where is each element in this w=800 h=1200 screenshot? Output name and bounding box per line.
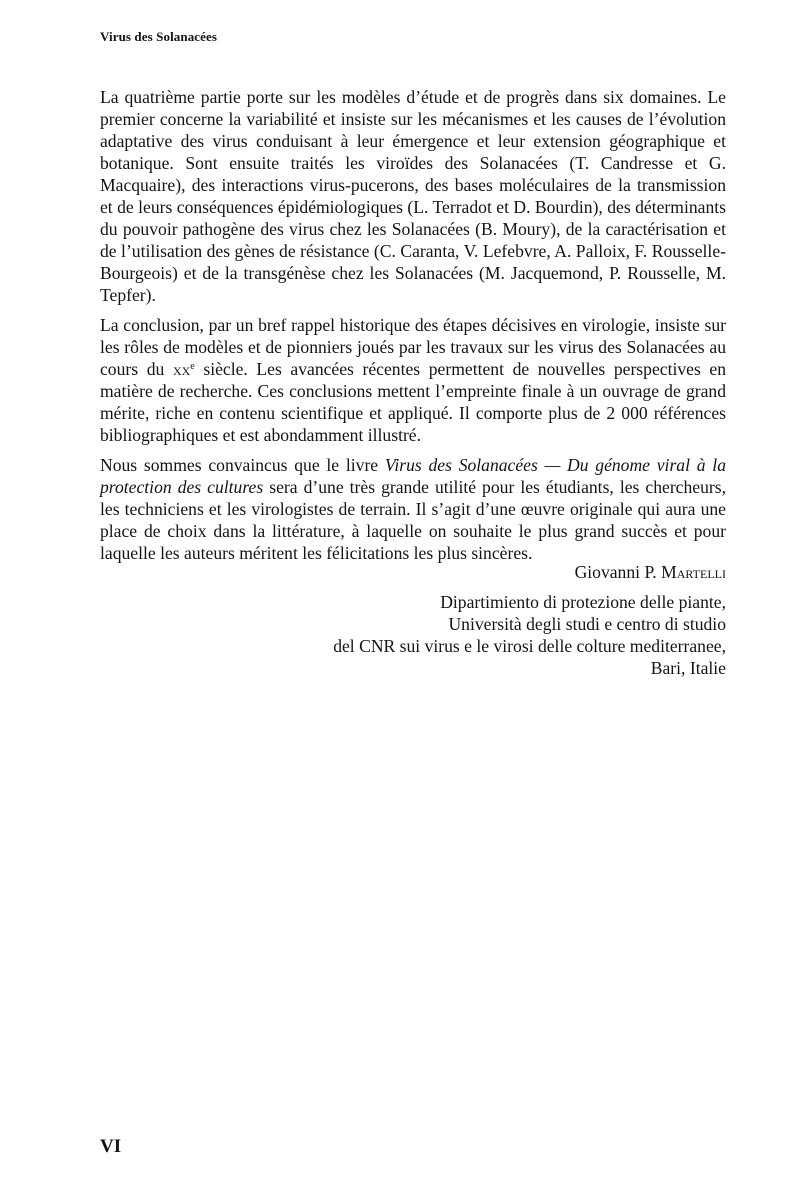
affiliation-line: Bari, Italie [650, 658, 726, 678]
author-name [333, 561, 726, 583]
paragraph-1: La quatrième partie porte sur les modèles d’étude et de progrès dans six domaines. Le premier concerne la variabilité et insiste sur les mécanismes et les causes de l’évolution adaptative des virus conduisant à leur émergence et leur extension géographique et botanique. Sont ensuite traités les viroïdes des Solanacées (T. Candresse et G. Macquaire), des interactions virus-pucerons, des bases moléculaires de la transmission et de leurs conséquences épidémiologiques (L. Terradot et D. Bourdin), des déterminants du pouvoir pathogène des virus chez les Solanacées (B. Moury), de la caractérisation et de l’utilisation des gènes de résistance (C. Caranta, V. Lefebvre, A. Palloix, F. Rousselle-Bourgeois) et de la transgénèse chez les Solanacées (M. Jacquemond, P. Rousselle, M. Tepfer). [100, 87, 726, 305]
affiliation-line: del CNR sui virus e le virosi delle colture mediterranee, [333, 636, 726, 656]
page-number: VI [100, 1136, 122, 1157]
paragraph-2 [100, 314, 726, 446]
running-head: Virus des Solanacées [100, 29, 218, 44]
century-superscript: e [190, 361, 195, 372]
paragraph-2-text-start: La conclusion, par un bref rappel historique des étapes décisives en virologie, insiste sur les rôles de modèles et de pionniers joués par les travaux sur les virus des Solanacées au cours du [100, 315, 726, 379]
author-surname: Martelli [661, 562, 726, 582]
body-text [100, 86, 726, 572]
paragraph-3-text-end: sera d’une très grande utilité pour les étudiants, les chercheurs, les techniciens et les virologistes de terrain. Il s’agit d’une œuvre originale qui aura une place de choix dans la littérature, à laquelle on souhaite le plus grand succès et pour laquelle les auteurs méritent les félicitations les plus sincères. [100, 477, 726, 563]
century-numeral: xx [172, 359, 191, 379]
paragraph-3-text-start: Nous sommes convaincus que le livre [100, 455, 385, 475]
affiliation-line: Università degli studi e centro di studio [448, 614, 726, 634]
paragraph-2-text-end: siècle. Les avancées récentes permettent de nouvelles perspectives en matière de recherche. Ces conclusions mettent l’empreinte finale à un ouvrage de grand mérite, riche en contenu scientifique et appliqué. Il comporte plus de 2 000 références bibliographiques et est abondamment illustré. [100, 359, 727, 445]
signature-block [333, 561, 726, 679]
book-title: Virus des Solanacées — Du génome viral à la protection des cultures [100, 455, 726, 497]
author-first-name: Giovanni P. [574, 562, 657, 582]
affiliation-line: Dipartimiento di protezione delle piante, [440, 592, 726, 612]
paragraph-3 [100, 454, 726, 564]
